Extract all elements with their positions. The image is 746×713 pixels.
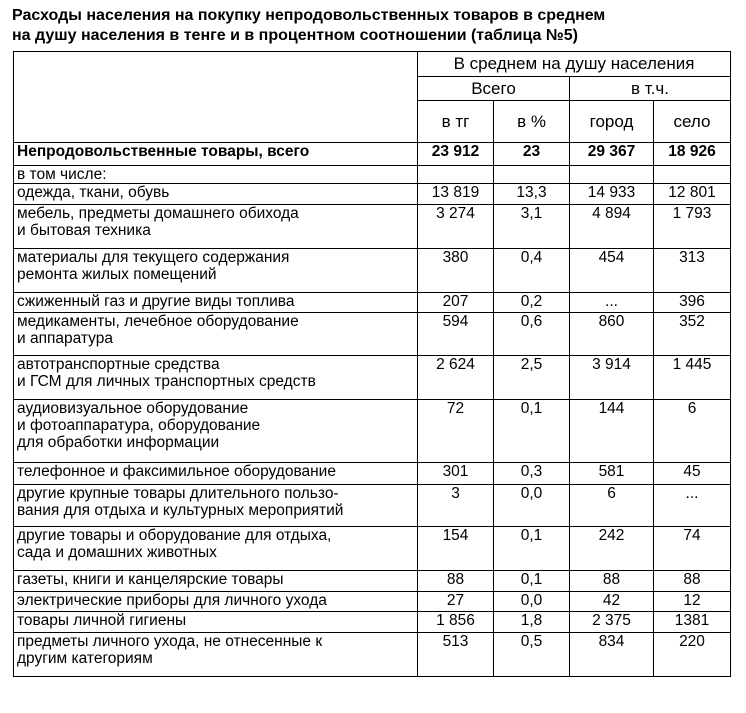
value-city: 4 894 [570,205,654,249]
table-row [14,527,731,571]
row-label [14,400,418,463]
table-row [14,166,731,184]
value-city: ... [570,293,654,313]
row-label-line: и аппаратура [17,330,113,347]
value-city: 454 [570,249,654,293]
value-percent: 0,6 [494,313,570,356]
row-label-line: сжиженный газ и другие виды топлива [17,293,295,310]
row-label [14,313,418,356]
value-percent: 0,1 [494,527,570,571]
value-percent: 0,3 [494,463,570,485]
row-label [14,293,418,313]
title-line-2: на душу населения в тенге и в процентном соотношении (таблица №5) [12,27,578,44]
value-village: 396 [654,293,731,313]
value-village: ... [654,485,731,527]
row-label [14,166,418,184]
row-label-line: другим категориям [17,650,153,667]
value-village: 88 [654,571,731,592]
row-label [14,527,418,571]
value-tg: 72 [418,400,494,463]
value-city: 2 375 [570,612,654,633]
value-tg: 3 [418,485,494,527]
value-tg: 3 274 [418,205,494,249]
value-tg: 594 [418,313,494,356]
table-row [14,356,731,400]
table-row [14,400,731,463]
value-city: 42 [570,592,654,612]
value-village: 313 [654,249,731,293]
header-col-village: село [654,101,731,143]
value-city: 834 [570,633,654,677]
value-percent [494,166,570,184]
row-label-line: другие товары и оборудование для отдыха, [17,527,332,544]
row-label [14,485,418,527]
row-label-line: ремонта жилых помещений [17,266,217,283]
value-city: 6 [570,485,654,527]
value-village: 1 793 [654,205,731,249]
row-label-line: Непродовольственные товары, всего [17,143,310,160]
value-city: 88 [570,571,654,592]
row-label-line: и фотоаппаратура, оборудование [17,417,261,434]
row-label-line: медикаменты, лечебное оборудование [17,313,299,330]
value-village: 220 [654,633,731,677]
row-label [14,249,418,293]
header-empty-cell [14,52,418,143]
value-tg [418,166,494,184]
row-label-line: и ГСМ для личных транспортных средств [17,373,316,390]
value-village: 12 801 [654,184,731,205]
header-col-tg: в тг [418,101,494,143]
table-row [14,293,731,313]
value-village: 45 [654,463,731,485]
row-label [14,612,418,633]
value-tg: 23 912 [418,143,494,166]
row-label-line: газеты, книги и канцелярские товары [17,571,284,588]
row-label-line: электрические приборы для личного ухода [17,592,327,609]
value-village: 352 [654,313,731,356]
header-incl: в т.ч. [570,77,731,101]
row-label-line: аудиовизуальное оборудование [17,400,249,417]
title-line-1: Расходы населения на покупку непродовольственных товаров в среднем [12,7,606,24]
value-percent: 0,1 [494,400,570,463]
header-col-percent: в % [494,101,570,143]
value-city: 860 [570,313,654,356]
row-label [14,633,418,677]
value-village [654,166,731,184]
value-percent: 3,1 [494,205,570,249]
row-label [14,356,418,400]
table-row [14,612,731,633]
row-label-line: одежда, ткани, обувь [17,184,170,201]
table-title [12,6,740,46]
value-tg: 154 [418,527,494,571]
table-row [14,633,731,677]
value-tg: 13 819 [418,184,494,205]
row-label-line: материалы для текущего содержания [17,249,290,266]
value-village: 18 926 [654,143,731,166]
table-row [14,485,731,527]
value-percent: 0,0 [494,485,570,527]
table-row [14,571,731,592]
row-label-line: мебель, предметы домашнего обихода [17,205,299,222]
value-tg: 2 624 [418,356,494,400]
row-label [14,463,418,485]
table-row [14,143,731,166]
table-row [14,313,731,356]
value-percent: 0,5 [494,633,570,677]
table-row [14,184,731,205]
value-percent: 0,4 [494,249,570,293]
expenses-table [13,51,731,677]
row-label [14,571,418,592]
value-city: 14 933 [570,184,654,205]
header-row-1 [14,52,731,77]
row-label-line: сада и домашних животных [17,544,217,561]
value-percent: 13,3 [494,184,570,205]
table-row [14,205,731,249]
row-label-line: товары личной гигиены [17,612,187,629]
row-label [14,592,418,612]
value-tg: 301 [418,463,494,485]
value-tg: 380 [418,249,494,293]
row-label-line: в том числе: [17,166,107,183]
row-label-line: телефонное и факсимильное оборудование [17,463,336,480]
value-percent: 1,8 [494,612,570,633]
value-percent: 0,2 [494,293,570,313]
header-group: В среднем на душу населения [418,52,731,77]
table-row [14,463,731,485]
value-percent: 0,0 [494,592,570,612]
row-label [14,205,418,249]
table-row [14,592,731,612]
value-city: 29 367 [570,143,654,166]
value-village: 6 [654,400,731,463]
header-col-city: город [570,101,654,143]
value-tg: 207 [418,293,494,313]
value-village: 1 445 [654,356,731,400]
row-label [14,143,418,166]
value-tg: 27 [418,592,494,612]
value-village: 12 [654,592,731,612]
value-percent: 23 [494,143,570,166]
value-percent: 0,1 [494,571,570,592]
value-village: 74 [654,527,731,571]
table-row [14,249,731,293]
header-total: Всего [418,77,570,101]
value-percent: 2,5 [494,356,570,400]
row-label-line: вания для отдыха и культурных мероприятий [17,502,344,519]
row-label [14,184,418,205]
value-city: 242 [570,527,654,571]
row-label-line: и бытовая техника [17,222,151,239]
value-city: 3 914 [570,356,654,400]
row-label-line: для обработки информации [17,434,220,451]
value-city: 144 [570,400,654,463]
value-village: 1381 [654,612,731,633]
row-label-line: другие крупные товары длительного пользо- [17,485,339,502]
value-tg: 1 856 [418,612,494,633]
row-label-line: предметы личного ухода, не отнесенные к [17,633,323,650]
value-city: 581 [570,463,654,485]
value-city [570,166,654,184]
row-label-line: автотранспортные средства [17,356,220,373]
value-tg: 513 [418,633,494,677]
value-tg: 88 [418,571,494,592]
